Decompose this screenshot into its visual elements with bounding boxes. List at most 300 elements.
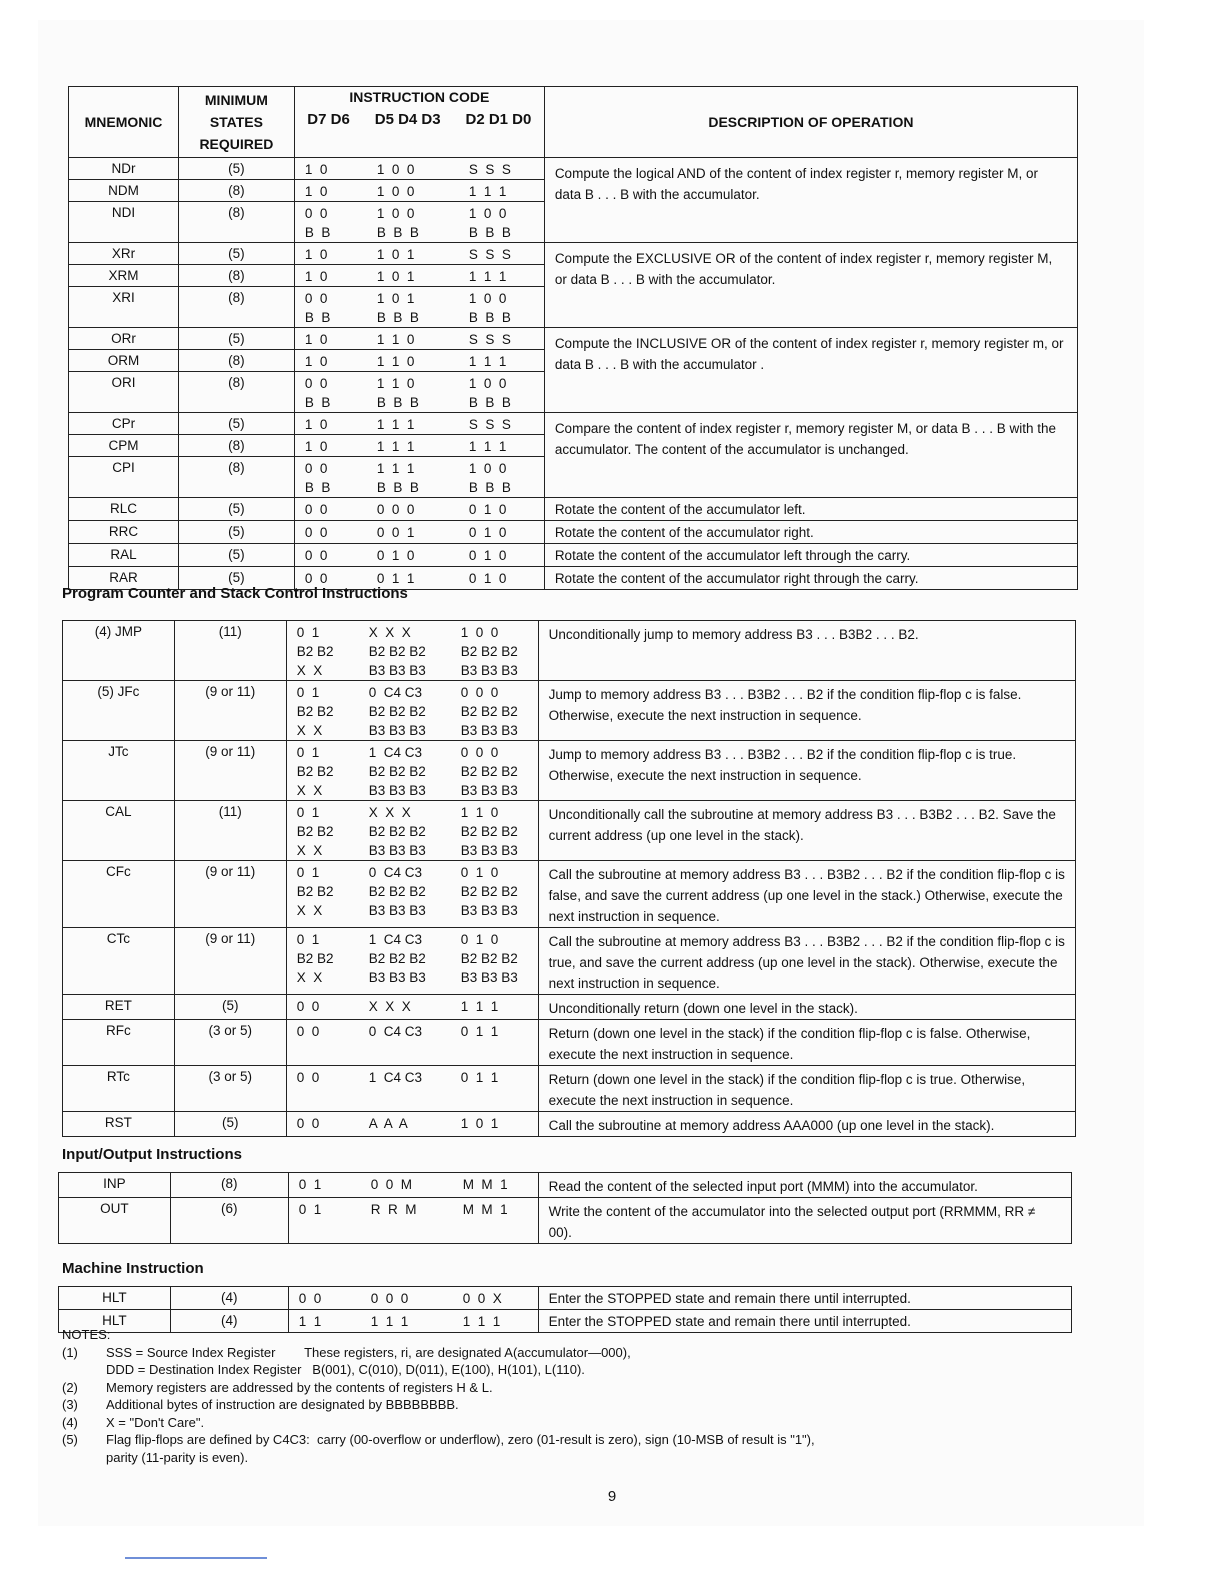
code-bits: 1 1 1 xyxy=(468,354,507,369)
code-bits: 1 0 xyxy=(304,162,328,177)
instruction-code xyxy=(286,1112,538,1137)
code-bits: B B xyxy=(304,310,331,325)
instruction-code xyxy=(294,265,544,287)
table-row xyxy=(63,621,1076,681)
table-row xyxy=(69,328,1078,350)
code-bits: 0 0 xyxy=(304,525,328,540)
code-bits: 0 0 xyxy=(296,1116,320,1131)
code-bits: 1 1 1 xyxy=(468,184,507,199)
code-bits: X X X xyxy=(368,625,411,640)
mnemonic: HLT xyxy=(102,1313,127,1328)
code-bits: 0 0 xyxy=(304,548,328,563)
code-bits: B2 B2 B2 xyxy=(460,824,518,839)
instruction-code xyxy=(294,521,544,544)
note-number: (4) xyxy=(62,1414,78,1430)
description: Unconditionally jump to memory address B3 . . . B3B2 . . . B2. xyxy=(548,627,919,642)
table-row xyxy=(59,1287,1072,1310)
note-text: X = "Don't Care". xyxy=(106,1414,205,1430)
code-bits: X X xyxy=(296,843,323,858)
mnemonic: ORr xyxy=(111,331,136,346)
table-row xyxy=(63,928,1076,995)
table-row xyxy=(63,995,1076,1020)
description: Call the subroutine at memory address B3 . . . B3B2 . . . B2 if the condition flip-flop c is false, and save the current address (up one level in the stack.) Otherwise, execute the next instruction in sequence. xyxy=(548,867,1065,924)
mnemonic: NDM xyxy=(108,183,139,198)
code-bits: B2 B2 B2 xyxy=(460,644,518,659)
code-bits: 1 1 1 xyxy=(376,417,415,432)
code-bits: 1 1 xyxy=(298,1314,322,1329)
code-bits: B2 B2 xyxy=(296,951,334,966)
code-bits: B B xyxy=(304,395,331,410)
code-bits: 1 0 0 xyxy=(376,162,415,177)
description: Compare the content of index register r, memory register M, or data B . . . B with the accumulator. The content of the accumulator is unchanged. xyxy=(554,421,1057,457)
code-bits: 0 0 xyxy=(304,502,328,517)
page-number: 9 xyxy=(607,1488,617,1505)
table-row xyxy=(63,1020,1076,1066)
code-bits: 0 0 xyxy=(304,291,328,306)
code-bits: 1 0 0 xyxy=(376,206,415,221)
instruction-code xyxy=(294,158,544,180)
min-states: (9 or 11) xyxy=(205,931,256,946)
description: Unconditionally return (down one level in the stack). xyxy=(548,1001,858,1016)
table-row xyxy=(69,521,1078,544)
code-bits: B2 B2 xyxy=(296,824,334,839)
table-row xyxy=(59,1173,1072,1198)
mnemonic: (4) JMP xyxy=(94,624,143,639)
description: Jump to memory address B3 . . . B3B2 . . . B2 if the condition flip-flop c is false. Otherwise, execute the next instruction in sequence. xyxy=(548,687,1022,723)
code-bits: 1 1 0 xyxy=(376,354,415,369)
mnemonic: ORM xyxy=(107,353,140,368)
code-bits: X X X xyxy=(368,999,411,1014)
note-item xyxy=(62,1344,815,1379)
mnemonic: HLT xyxy=(102,1290,127,1305)
instruction-code xyxy=(294,413,544,435)
code-bits: S S S xyxy=(468,247,511,262)
code-bits: B3 B3 B3 xyxy=(368,970,426,985)
description: Compute the EXCLUSIVE OR of the content of index register r, memory register M, or data B . . . B with the accumulator. xyxy=(554,251,1053,287)
min-states: (8) xyxy=(221,1176,238,1191)
table-row xyxy=(63,801,1076,861)
code-bits: 1 1 1 xyxy=(376,439,415,454)
description: Read the content of the selected input port (MMM) into the accumulator. xyxy=(548,1179,978,1194)
code-bits: S S S xyxy=(468,332,511,347)
instruction-code xyxy=(294,202,544,243)
code-bits: X X xyxy=(296,663,323,678)
code-bits: 1 0 xyxy=(304,269,328,284)
code-bits: 0 0 xyxy=(304,376,328,391)
instruction-code xyxy=(294,350,544,372)
note-text: parity (11-parity is even). xyxy=(106,1449,249,1465)
code-bits: B2 B2 B2 xyxy=(368,644,426,659)
code-bits: 0 C4 C3 xyxy=(368,1024,422,1039)
section-title-io: Input/Output Instructions xyxy=(62,1146,242,1163)
code-bits: B2 B2 B2 xyxy=(460,704,518,719)
code-bits: 0 1 xyxy=(296,805,320,820)
instruction-code xyxy=(288,1173,538,1198)
min-states: (11) xyxy=(218,624,242,639)
instruction-code xyxy=(294,498,544,521)
code-bits: 0 1 0 xyxy=(468,571,507,586)
code-bits: 0 0 xyxy=(304,571,328,586)
min-states: (9 or 11) xyxy=(205,864,256,879)
instruction-code xyxy=(294,372,544,413)
notes-title: NOTES: xyxy=(62,1327,111,1342)
code-bits: S S S xyxy=(468,162,511,177)
description: Write the content of the accumulator into the selected output port (RRMMM, RR ≠ 00). xyxy=(548,1204,1036,1240)
code-bits: 0 0 xyxy=(296,1024,320,1039)
min-states: (8) xyxy=(228,268,245,283)
notes xyxy=(62,1326,815,1466)
table-row xyxy=(63,1066,1076,1112)
code-bits: 0 0 M xyxy=(370,1177,412,1192)
note-text: DDD = Destination Index Register B(001), C(010), D(011), E(100), H(101), L(110). xyxy=(106,1362,585,1377)
mnemonic: XRr xyxy=(111,246,136,261)
code-bits: 0 1 xyxy=(296,865,320,880)
instruction-code xyxy=(286,741,538,801)
code-bits: 1 C4 C3 xyxy=(368,745,422,760)
min-states: (9 or 11) xyxy=(205,684,256,699)
mnemonic: RET xyxy=(104,998,132,1013)
code-bits: 0 0 X xyxy=(462,1291,502,1306)
table-row xyxy=(63,741,1076,801)
code-bits: 0 0 xyxy=(304,206,328,221)
code-bits: 1 1 0 xyxy=(376,376,415,391)
table-row xyxy=(69,158,1078,180)
mnemonic: RAR xyxy=(109,570,138,585)
decorative-underline xyxy=(125,1557,267,1559)
code-bits: 1 0 xyxy=(304,439,328,454)
instruction-table-io xyxy=(58,1172,1072,1244)
code-bits: 0 C4 C3 xyxy=(368,685,422,700)
min-states: (5) xyxy=(228,331,245,346)
code-bits: 0 1 0 xyxy=(460,932,499,947)
min-states: (8) xyxy=(228,438,245,453)
instruction-code xyxy=(286,928,538,995)
code-bits: M M 1 xyxy=(462,1202,508,1217)
note-item xyxy=(62,1414,815,1432)
min-states: (5) xyxy=(222,998,239,1013)
code-bits: B3 B3 B3 xyxy=(460,723,518,738)
instruction-code xyxy=(294,243,544,265)
code-bits: B2 B2 B2 xyxy=(460,951,518,966)
table-row xyxy=(59,1198,1072,1244)
code-bits: X X xyxy=(296,970,323,985)
mnemonic: RFc xyxy=(106,1023,131,1038)
code-bits: 0 1 0 xyxy=(376,548,415,563)
code-bits: 1 1 0 xyxy=(376,332,415,347)
note-number: (1) xyxy=(62,1344,78,1360)
code-bits: 0 1 1 xyxy=(376,571,415,586)
description: Rotate the content of the accumulator right. xyxy=(554,525,814,540)
code-bits: 1 0 0 xyxy=(468,461,507,476)
description: Enter the STOPPED state and remain there until interrupted. xyxy=(548,1291,911,1306)
code-bits: S S S xyxy=(468,417,511,432)
table-row xyxy=(69,243,1078,265)
min-states: (5) xyxy=(228,570,245,585)
code-bits: 1 0 0 xyxy=(468,291,507,306)
min-states: (5) xyxy=(228,246,245,261)
min-states: (4) xyxy=(221,1290,238,1305)
instruction-code xyxy=(286,1066,538,1112)
instruction-code xyxy=(294,457,544,498)
code-bits: 0 0 0 xyxy=(376,502,415,517)
min-states: (3 or 5) xyxy=(208,1023,253,1038)
code-bits: 1 1 1 xyxy=(468,269,507,284)
code-bits: 0 1 0 xyxy=(468,502,507,517)
header-d5d4d3: D5 D4 D3 xyxy=(374,111,441,128)
code-bits: B3 B3 B3 xyxy=(460,783,518,798)
code-bits: 1 0 xyxy=(304,354,328,369)
mnemonic: CPI xyxy=(112,460,135,475)
min-states: (5) xyxy=(222,1115,239,1130)
description: Call the subroutine at memory address B3 . . . B3B2 . . . B2 if the condition flip-flop c is true, and save the current address (up one level in the stack). Otherwise, execute the next instruction in sequence. xyxy=(548,934,1065,991)
code-bits: B B B xyxy=(468,480,511,495)
min-states: (5) xyxy=(228,547,245,562)
code-bits: B3 B3 B3 xyxy=(368,843,426,858)
code-bits: 1 0 0 xyxy=(460,625,499,640)
min-states: (5) xyxy=(228,416,245,431)
code-bits: 1 0 1 xyxy=(460,1116,499,1131)
code-bits: A A A xyxy=(368,1116,408,1131)
header-min-states: MINIMUM STATES REQUIRED xyxy=(178,87,294,158)
code-bits: 0 0 xyxy=(296,999,320,1014)
min-states: (5) xyxy=(228,524,245,539)
note-item xyxy=(62,1396,815,1414)
code-bits: 0 0 xyxy=(296,1070,320,1085)
code-bits: B3 B3 B3 xyxy=(368,723,426,738)
note-number: (3) xyxy=(62,1397,78,1412)
description: Return (down one level in the stack) if the condition flip-flop c is true. Otherwise, execute the next instruction in sequence. xyxy=(548,1072,1026,1108)
code-bits: B B xyxy=(304,480,331,495)
min-states: (11) xyxy=(218,804,242,819)
code-bits: B2 B2 xyxy=(296,704,334,719)
code-bits: 0 1 xyxy=(298,1202,322,1217)
mnemonic: ORI xyxy=(111,375,136,390)
description: Return (down one level in the stack) if the condition flip-flop c is false. Otherwise, execute the next instruction in sequence. xyxy=(548,1026,1031,1062)
min-states: (5) xyxy=(228,501,245,516)
mnemonic: CPr xyxy=(111,416,136,431)
code-bits: B B B xyxy=(468,310,511,325)
note-number: (2) xyxy=(62,1379,78,1395)
description: Jump to memory address B3 . . . B3B2 . . . B2 if the condition flip-flop c is true. Otherwise, execute the next instruction in sequence. xyxy=(548,747,1017,783)
min-states: (6) xyxy=(221,1201,238,1216)
code-bits: 1 1 1 xyxy=(376,461,415,476)
mnemonic: NDr xyxy=(111,161,136,176)
code-bits: 0 C4 C3 xyxy=(368,865,422,880)
code-bits: B2 B2 B2 xyxy=(368,764,426,779)
table-row xyxy=(63,681,1076,741)
mnemonic: XRI xyxy=(112,290,135,305)
note-text: Flag flip-flops are defined by C4C3: carry (00-overflow or underflow), zero (01-result is zero), sign (10-MSB of result is "1"), xyxy=(106,1432,815,1447)
code-bits: B B B xyxy=(376,480,419,495)
code-bits: 1 1 0 xyxy=(460,805,499,820)
code-bits: B3 B3 B3 xyxy=(460,843,518,858)
mnemonic: RRC xyxy=(108,524,139,539)
note-number: (5) xyxy=(62,1432,78,1447)
code-bits: 1 1 1 xyxy=(370,1314,409,1329)
code-bits: M M 1 xyxy=(462,1177,508,1192)
description: Rotate the content of the accumulator left. xyxy=(554,502,806,517)
code-bits: R R M xyxy=(370,1202,417,1217)
note-text: Additional bytes of instruction are designated by BBBBBBBB. xyxy=(106,1397,459,1412)
header-mnemonic: MNEMONIC xyxy=(69,87,179,158)
code-bits: B3 B3 B3 xyxy=(368,663,426,678)
instruction-code xyxy=(286,1020,538,1066)
instruction-code xyxy=(294,287,544,328)
code-bits: B B xyxy=(304,225,331,240)
code-bits: B2 B2 xyxy=(296,764,334,779)
code-bits: 1 0 xyxy=(304,332,328,347)
code-bits: B2 B2 B2 xyxy=(460,764,518,779)
description: Call the subroutine at memory address AAA000 (up one level in the stack). xyxy=(548,1118,995,1133)
mnemonic: RAL xyxy=(110,547,137,562)
table-row xyxy=(69,413,1078,435)
code-bits: B B B xyxy=(376,395,419,410)
code-bits: 0 0 1 xyxy=(376,525,415,540)
min-states: (8) xyxy=(228,460,245,475)
table-row xyxy=(69,498,1078,521)
note-text: Memory registers are addressed by the contents of registers H & L. xyxy=(106,1379,493,1395)
note-item xyxy=(62,1431,815,1466)
instruction-table-logic xyxy=(68,86,1078,590)
code-bits: B2 B2 B2 xyxy=(368,884,426,899)
instruction-code xyxy=(288,1198,538,1244)
code-bits: B3 B3 B3 xyxy=(368,783,426,798)
mnemonic: RLC xyxy=(109,501,137,516)
table-row xyxy=(63,861,1076,928)
instruction-code xyxy=(288,1287,538,1310)
mnemonic: CFc xyxy=(106,864,131,879)
code-bits: 0 1 0 xyxy=(460,865,499,880)
instruction-code xyxy=(286,801,538,861)
code-bits: B2 B2 B2 xyxy=(368,951,426,966)
code-bits: 1 0 xyxy=(304,184,328,199)
min-states: (4) xyxy=(221,1313,238,1328)
mnemonic: RST xyxy=(104,1115,132,1130)
code-bits: 1 0 1 xyxy=(376,269,415,284)
instruction-code xyxy=(286,861,538,928)
code-bits: B3 B3 B3 xyxy=(460,903,518,918)
code-bits: 1 0 xyxy=(304,247,328,262)
code-bits: B2 B2 B2 xyxy=(368,704,426,719)
code-bits: 0 1 xyxy=(296,685,320,700)
code-bits: 0 1 xyxy=(296,745,320,760)
min-states: (8) xyxy=(228,205,245,220)
mnemonic: CPM xyxy=(108,438,139,453)
code-bits: X X xyxy=(296,903,323,918)
instruction-code xyxy=(286,995,538,1020)
code-bits: 0 1 0 xyxy=(468,525,507,540)
code-bits: 0 1 xyxy=(298,1177,322,1192)
instruction-table-jump xyxy=(62,620,1076,1137)
min-states: (8) xyxy=(228,353,245,368)
mnemonic: JTc xyxy=(108,744,129,759)
code-bits: 1 1 1 xyxy=(468,439,507,454)
code-bits: B B B xyxy=(468,395,511,410)
mnemonic: CTc xyxy=(106,931,131,946)
mnemonic: INP xyxy=(103,1176,126,1191)
code-bits: X X X xyxy=(368,805,411,820)
instruction-code xyxy=(286,681,538,741)
mnemonic: XRM xyxy=(108,268,139,283)
section-title-program-counter: Program Counter and Stack Control Instructions xyxy=(62,585,408,602)
code-bits: 0 0 0 xyxy=(460,685,499,700)
code-bits: 0 1 1 xyxy=(460,1070,499,1085)
min-states: (3 or 5) xyxy=(208,1069,253,1084)
instruction-code xyxy=(294,180,544,202)
instruction-code xyxy=(286,621,538,681)
mnemonic: (5) JFc xyxy=(97,684,140,699)
code-bits: B B B xyxy=(376,225,419,240)
description: Rotate the content of the accumulator right through the carry. xyxy=(554,571,919,586)
code-bits: 0 0 xyxy=(304,461,328,476)
code-bits: 0 1 xyxy=(296,625,320,640)
section-title-machine: Machine Instruction xyxy=(62,1260,204,1277)
min-states: (5) xyxy=(228,161,245,176)
code-bits: 1 0 0 xyxy=(376,184,415,199)
mnemonic: RTc xyxy=(106,1069,130,1084)
code-bits: 0 0 0 xyxy=(460,745,499,760)
code-bits: B2 B2 xyxy=(296,884,334,899)
min-states: (8) xyxy=(228,290,245,305)
code-bits: X X xyxy=(296,783,323,798)
mnemonic: CAL xyxy=(105,804,132,819)
instruction-code xyxy=(294,544,544,567)
note-text: SSS = Source Index Register These registers, ri, are designated A(accumulator—000), xyxy=(106,1344,631,1360)
code-bits: 1 1 1 xyxy=(462,1314,501,1329)
table-row xyxy=(69,544,1078,567)
header-d2d1d0: D2 D1 D0 xyxy=(465,111,532,128)
code-bits: 0 1 1 xyxy=(460,1024,499,1039)
header-description: DESCRIPTION OF OPERATION xyxy=(544,87,1077,158)
description: Compute the logical AND of the content of index register r, memory register M, or data B . . . B with the accumulator. xyxy=(554,166,1039,202)
code-bits: 0 0 0 xyxy=(370,1291,409,1306)
min-states: (8) xyxy=(228,375,245,390)
code-bits: B B B xyxy=(376,310,419,325)
mnemonic: NDI xyxy=(111,205,136,220)
code-bits: 1 0 0 xyxy=(468,376,507,391)
description: Enter the STOPPED state and remain there until interrupted. xyxy=(548,1314,911,1329)
code-bits: B3 B3 B3 xyxy=(460,663,518,678)
code-bits: B3 B3 B3 xyxy=(368,903,426,918)
code-bits: 1 0 xyxy=(304,417,328,432)
code-bits: 1 C4 C3 xyxy=(368,1070,422,1085)
min-states: (9 or 11) xyxy=(205,744,256,759)
description: Unconditionally call the subroutine at memory address B3 . . . B3B2 . . . B2. Save the current address (up one level in the stack). xyxy=(548,807,1056,843)
header-d7d6: D7 D6 xyxy=(307,111,350,128)
code-bits: 1 0 1 xyxy=(376,247,415,262)
code-bits: 1 0 0 xyxy=(468,206,507,221)
code-bits: 1 1 1 xyxy=(460,999,499,1014)
note-item xyxy=(62,1379,815,1397)
code-bits: B2 B2 B2 xyxy=(460,884,518,899)
table-row xyxy=(63,1112,1076,1137)
code-bits: 1 0 1 xyxy=(376,291,415,306)
instruction-code xyxy=(294,328,544,350)
code-bits: 0 1 0 xyxy=(468,548,507,563)
header-instruction-code: INSTRUCTION CODE D7 D6 D5 D4 D3 D2 D1 D0 xyxy=(294,87,544,158)
description: Compute the INCLUSIVE OR of the content of index register r, memory register m, or data B . . . B with the accumulator . xyxy=(554,336,1064,372)
code-bits: B3 B3 B3 xyxy=(460,970,518,985)
code-bits: B2 B2 xyxy=(296,644,334,659)
code-bits: 1 C4 C3 xyxy=(368,932,422,947)
min-states: (8) xyxy=(228,183,245,198)
instruction-code xyxy=(294,435,544,457)
description: Rotate the content of the accumulator left through the carry. xyxy=(554,548,911,563)
code-bits: 0 0 xyxy=(298,1291,322,1306)
mnemonic: OUT xyxy=(100,1201,129,1216)
code-bits: B2 B2 B2 xyxy=(368,824,426,839)
code-bits: B B B xyxy=(468,225,511,240)
